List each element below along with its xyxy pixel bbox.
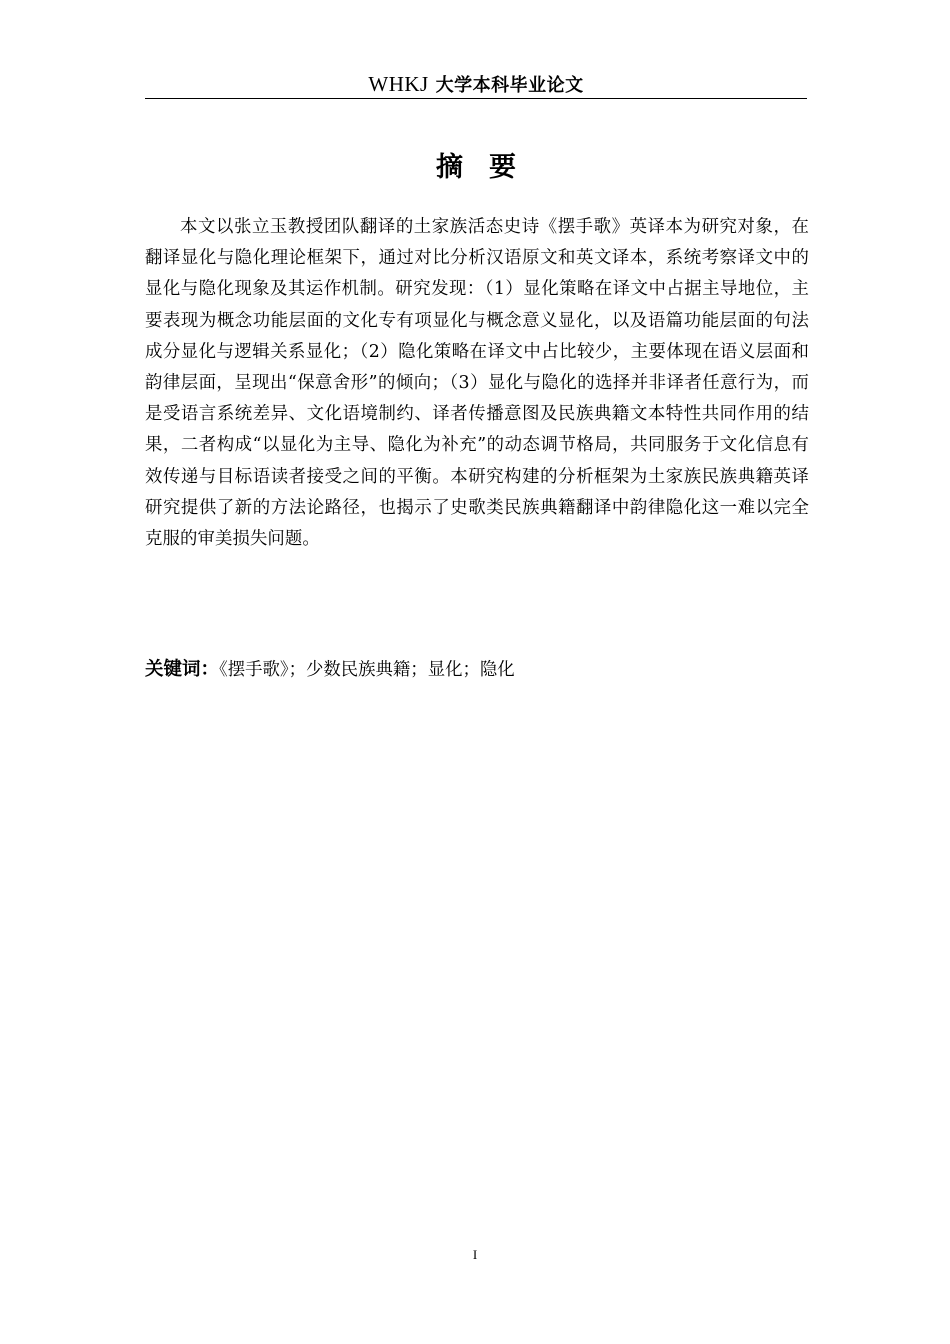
header-institution-code: WHKJ (368, 72, 429, 96)
abstract-paragraph: 本文以张立玉教授团队翻译的土家族活态史诗《摆手歌》英译本为研究对象，在翻译显化与隐化理论框架下，通过对比分析汉语原文和英文译本，系统考察译文中的显化与隐化现象及其运作机制。研究发现：（1）显化策略在译文中占据主导地位，主要表现为概念功能层面的文化专有项显化与概念意义显化，以及语篇功能层面的句法成分显化与逻辑关系显化；（2）隐化策略在译文中占比较少，主要体现在语义层面和韵律层面，呈现出“保意舍形”的倾向；（3）显化与隐化的选择并非译者任意行为，而是受语言系统差异、文化语境制约、译者传播意图及民族典籍文本特性共同作用的结果，二者构成“以显化为主导、隐化为补充”的动态调节格局，共同服务于文化信息有效传递与目标语读者接受之间的平衡。本研究构建的分析框架为土家族民族典籍英译研究提供了新的方法论路径，也揭示了史歌类民族典籍翻译中韵律隐化这一难以完全克服的审美损失问题。 (145, 217, 809, 550)
header-rule (145, 98, 807, 99)
header-document-type: 大学本科毕业论文 (435, 75, 584, 96)
keywords-label: 关键词： (145, 659, 220, 680)
page-title: 摘要 (436, 152, 542, 183)
page-header (145, 70, 807, 100)
keywords-value: 《摆手歌》；少数民族典籍；显化；隐化 (219, 660, 515, 680)
keywords-line (145, 655, 809, 685)
page-number: I (472, 1247, 478, 1262)
